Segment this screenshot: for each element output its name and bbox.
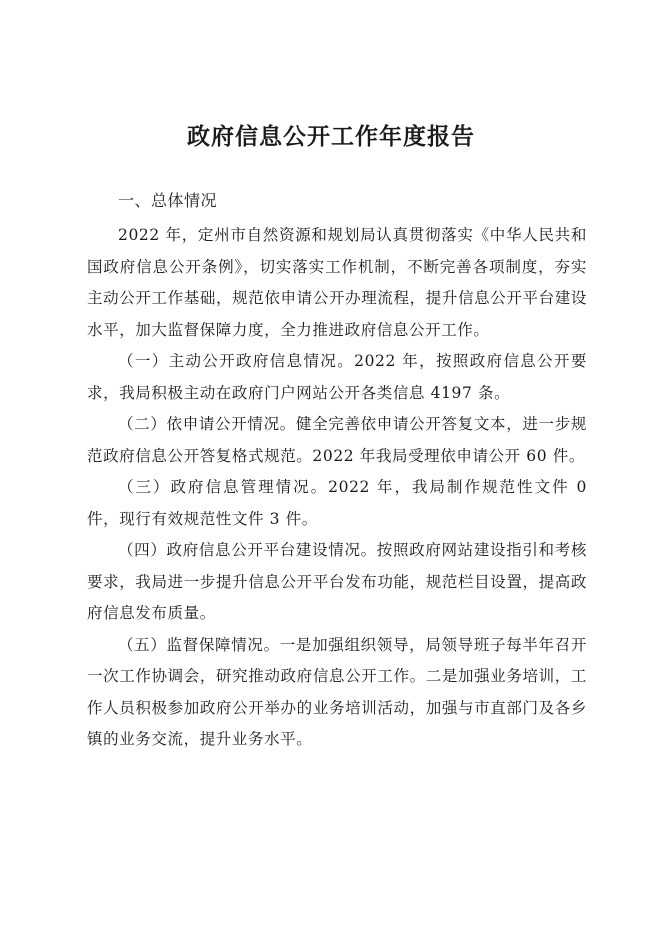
paragraph-information-management: （三）政府信息管理情况。2022 年，我局制作规范性文件 0 件，现行有效规范性文件 3 件。: [87, 478, 587, 528]
paragraph-overview: 2022 年，定州市自然资源和规划局认真贯彻落实《中华人民共和国政府信息公开条例》，切实落实工作机制，不断完善各项制度，夯实主动公开工作基础，规范依申请公开办理流程，提升信息公开平台建设水平，加大监督保障力度，全力推进政府信息公开工作。: [87, 226, 587, 339]
paragraph-active-disclosure: （一）主动公开政府信息情况。2022 年，按照政府信息公开要求，我局积极主动在政府门户网站公开各类信息 4197 条。: [87, 352, 587, 402]
document-title: 政府信息公开工作年度报告: [187, 124, 475, 150]
paragraph-request-disclosure: （二）依申请公开情况。健全完善依申请公开答复文本，进一步规范政府信息公开答复格式规范。2022 年我局受理依申请公开 60 件。: [87, 415, 587, 465]
document-body: [87, 220, 587, 756]
section-heading: 一、总体情况: [118, 191, 218, 210]
paragraph-platform-construction: （四）政府信息公开平台建设情况。按照政府网站建设指引和考核要求，我局进一步提升信息公开平台发布功能，规范栏目设置，提高政府信息发布质量。: [87, 541, 587, 622]
paragraph-supervision: （五）监督保障情况。一是加强组织领导，局领导班子每半年召开一次工作协调会，研究推动政府信息公开工作。二是加强业务培训，工作人员积极参加政府公开举办的业务培训活动，加强与市直部门及各乡镇的业务交流，提升业务水平。: [87, 635, 587, 748]
